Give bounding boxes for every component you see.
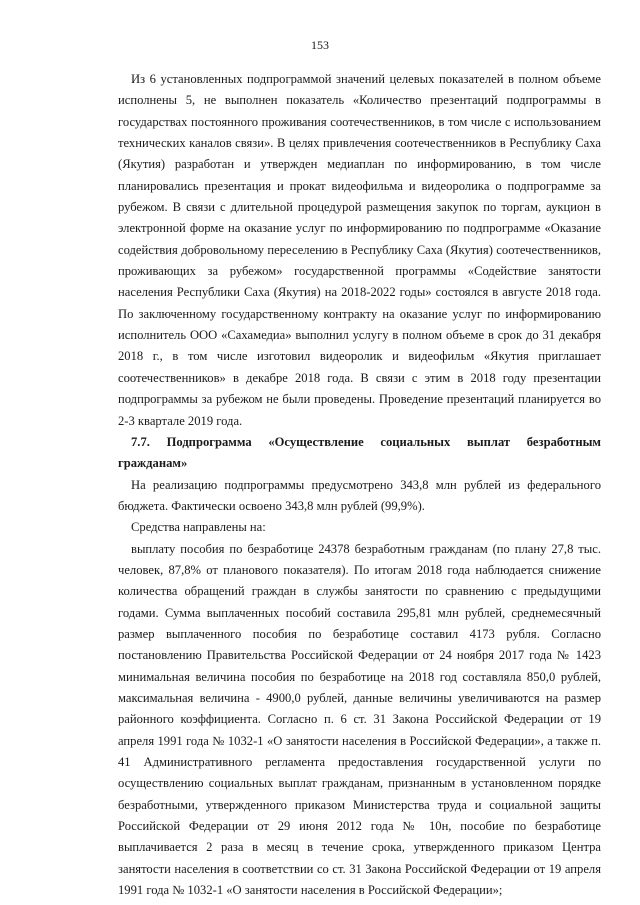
document-body (118, 69, 601, 901)
paragraph-funds-directed: Средства направлены на: (131, 520, 266, 535)
paragraph-presentations: Из 6 установленных подпрограммой значений целевых показателей в полном объеме исполнены 5, не выполнен показатель «Количество презентаций подпрограммы в государствах постоянного проживания соотечественников, в том числе с использованием технических каналов связи». В целях привлечения соотечественников в Республику Саха (Якутия) разработан и утвержден медиаплан по информированию, в том числе планировались презентация и прокат видеофильма и видеоролика о подпрограмме за рубежом. В связи с длительной процедурой размещения закупок по торгам, аукцион в электронной форме на оказание услуг по информированию по подпрограмме «Оказание содействия добровольному переселению в Республику Саха (Якутия) соотечественников, проживающих за рубежом» государственной программы «Содействие занятости населения Республики Саха (Якутия) на 2018-2022 годы» состоялся в августе 2018 года. По заключенному государственному контракту на оказание услуг по информированию исполнитель ООО «Сахамедиа» выполнил услугу в полном объеме в срок до 31 декабря 2018 г., в том числе изготовил видеоролик и видеофильм «Якутия приглашает соотечественников» в декабре 2018 года. В связи с этим в 2018 году презентации подпрограммы за рубежом не были проведены. Проведение презентаций планируется во 2-3 квартале 2019 года. (118, 72, 601, 428)
section-heading-7-7: 7.7. Подпрограмма «Осуществление социальных выплат безработным гражданам» (118, 434, 601, 471)
paragraph-unemployment-benefits: выплату пособия по безработице 24378 безработным гражданам (по плану 27,8 тыс. человек, 87,8% от планового показателя). По итогам 2018 года наблюдается снижение количества обращений граждан в службы занятости по сравнению с предыдущими годами. Сумма выплаченных пособий составила 295,81 млн рублей, среднемесячный размер выплаченного пособия по безработице составил 4173 рубля. Согласно постановлению Правительства Российской Федерации от 24 ноября 2017 года № 1423 минимальная величина пособия по безработице на 2018 год составляла 850,0 рублей, максимальная величина - 4900,0 рублей, данные величины увеличиваются на размер районного коэффициента. Согласно п. 6 ст. 31 Закона Российской Федерации от 19 апреля 1991 года № 1032-1 «О занятости населения в Российской Федерации», а также п. 41 Административного регламента предоставления государственной услуги по осуществлению социальных выплат гражданам, признанным в установленном порядке безработными, утвержденного приказом Министерства труда и социальной защиты Российской Федерации от 29 июня 2012 года № 10н, пособие по безработице выплачивается 2 раза в месяц в течение срока, утвержденного приказом Центра занятости населения в соответствии со ст. 31 Закона Российской Федерации от 19 апреля 1991 года № 1032-1 «О занятости населения в Российской Федерации»; (118, 541, 601, 898)
page-number: 153 (311, 38, 329, 52)
paragraph-funding: На реализацию подпрограммы предусмотрено 343,8 млн рублей из федерального бюджета. Фактически освоено 343,8 млн рублей (99,9%). (118, 477, 601, 513)
